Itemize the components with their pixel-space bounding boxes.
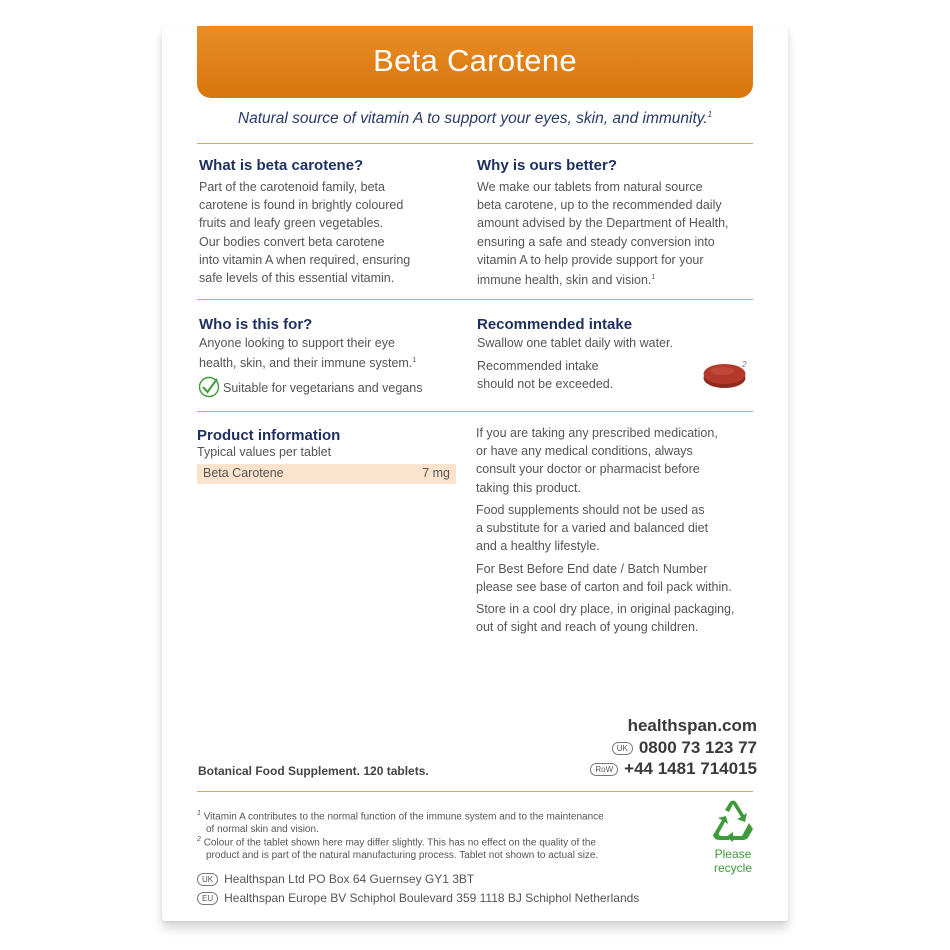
footnote-line: Vitamin A contributes to the normal function of the immune system and to the maintenance — [203, 811, 604, 823]
what-line: fruits and leafy green vegetables. — [199, 216, 384, 231]
tagline — [197, 110, 753, 128]
divider — [197, 299, 753, 300]
what-heading: What is beta carotene? — [199, 157, 364, 174]
advice-line: or have any medical conditions, always — [476, 444, 693, 459]
advice-paragraph — [476, 560, 732, 596]
why-line: ensuring a safe and steady conversion into — [477, 234, 715, 249]
row-phone-line — [590, 759, 757, 779]
divider — [197, 411, 753, 412]
recycle-block — [708, 800, 758, 875]
recycle-text: Please — [714, 847, 752, 861]
address-text: Healthspan Europe BV Schiphol Boulevard 359 1118 BJ Schiphol Netherlands — [224, 891, 640, 905]
uk-phone: 0800 73 123 77 — [638, 738, 757, 757]
recycle-text: recycle — [713, 861, 752, 875]
supplement-line: Botanical Food Supplement. 120 tablets. — [198, 764, 429, 778]
why-text — [477, 178, 729, 289]
divider — [197, 143, 753, 144]
who-line: health, skin, and their immune system. — [199, 356, 413, 371]
advice-line: out of sight and reach of young children. — [476, 620, 699, 635]
advice-line: Store in a cool dry place, in original packaging, — [476, 602, 735, 616]
vegetarian-check-icon — [198, 376, 220, 398]
what-line: Part of the carotenoid family, beta — [199, 180, 385, 194]
tagline-footnote-mark: 1 — [707, 110, 713, 119]
advice-line: Food supplements should not be used as — [476, 503, 705, 517]
advice-paragraph — [476, 600, 734, 636]
nutrient-value: 7 mg — [422, 466, 450, 480]
intake-warning — [477, 357, 613, 393]
address-text: Healthspan Ltd PO Box 64 Guernsey GY1 3BT — [224, 872, 475, 886]
why-heading: Why is ours better? — [477, 157, 618, 174]
uk-badge: UK — [612, 742, 633, 755]
footnote-mark: 2 — [197, 836, 201, 843]
address-badge: EU — [197, 892, 218, 905]
website: healthspan.com — [627, 716, 757, 735]
tablet-footnote-mark: 2 — [742, 360, 747, 369]
why-line: immune health, skin and vision. — [477, 273, 652, 288]
footnote — [197, 834, 598, 862]
footnote-line: of normal skin and vision. — [206, 823, 319, 835]
product-info-subheading: Typical values per tablet — [197, 445, 332, 459]
advice-paragraph — [476, 501, 708, 556]
address-line — [197, 891, 639, 905]
why-footnote-mark: 1 — [651, 274, 656, 282]
intake-warning-line: Recommended intake — [477, 359, 599, 373]
advice-line: If you are taking any prescribed medication, — [476, 426, 718, 440]
advice-line: For Best Before End date / Batch Number — [476, 562, 708, 576]
advice-line: taking this product. — [476, 480, 581, 495]
product-info-row — [197, 464, 456, 484]
row-phone: +44 1481 714015 — [624, 759, 757, 778]
what-line: into vitamin A when required, ensuring — [199, 252, 411, 267]
vegetarian-text: Suitable for vegetarians and vegans — [223, 381, 423, 395]
row-badge: RoW — [590, 763, 618, 776]
what-text — [199, 178, 410, 287]
who-footnote-mark: 1 — [412, 357, 417, 365]
recycle-icon — [711, 800, 755, 844]
nutrient-name: Beta Carotene — [203, 466, 284, 480]
why-line: We make our tablets from natural source — [477, 180, 703, 194]
tagline-text: Natural source of vitamin A to support your eyes, skin, and immunity. — [237, 110, 708, 128]
footnote-mark: 1 — [197, 810, 201, 817]
footnote-line: product and is part of the natural manufacturing process. Tablet not shown to actual size. — [206, 849, 599, 861]
why-line: vitamin A to help provide support for your — [477, 252, 704, 267]
title-banner — [197, 26, 753, 98]
divider — [197, 791, 753, 792]
address-badge: UK — [197, 873, 218, 886]
who-text — [199, 334, 416, 373]
intake-heading: Recommended intake — [477, 316, 633, 333]
what-line: carotene is found in brightly coloured — [199, 198, 404, 213]
intake-warning-line: should not be exceeded. — [477, 377, 614, 392]
advice-paragraph — [476, 424, 718, 497]
footnote-line: Colour of the tablet shown here may differ slightly. This has no effect on the quality of the — [203, 837, 596, 849]
footnote — [197, 808, 604, 836]
advice-line: and a healthy lifestyle. — [476, 539, 600, 554]
product-title: Beta Carotene — [373, 43, 577, 78]
what-line: Our bodies convert beta carotene — [199, 234, 385, 249]
tablet-image — [703, 362, 746, 389]
advice-line: consult your doctor or pharmacist before — [476, 462, 700, 477]
who-line: Anyone looking to support their eye — [199, 336, 395, 350]
who-heading: Who is this for? — [199, 316, 313, 333]
product-info-heading: Product information — [197, 427, 341, 444]
what-line: safe levels of this essential vitamin. — [199, 271, 395, 286]
uk-phone-line — [612, 738, 757, 758]
why-line: beta carotene, up to the recommended daily — [477, 198, 722, 213]
address-line — [197, 872, 474, 886]
why-line: amount advised by the Department of Health, — [477, 216, 729, 231]
advice-line: please see base of carton and foil pack within. — [476, 580, 732, 595]
intake-line: Swallow one tablet daily with water. — [477, 336, 673, 350]
advice-line: a substitute for a varied and balanced diet — [476, 521, 709, 536]
